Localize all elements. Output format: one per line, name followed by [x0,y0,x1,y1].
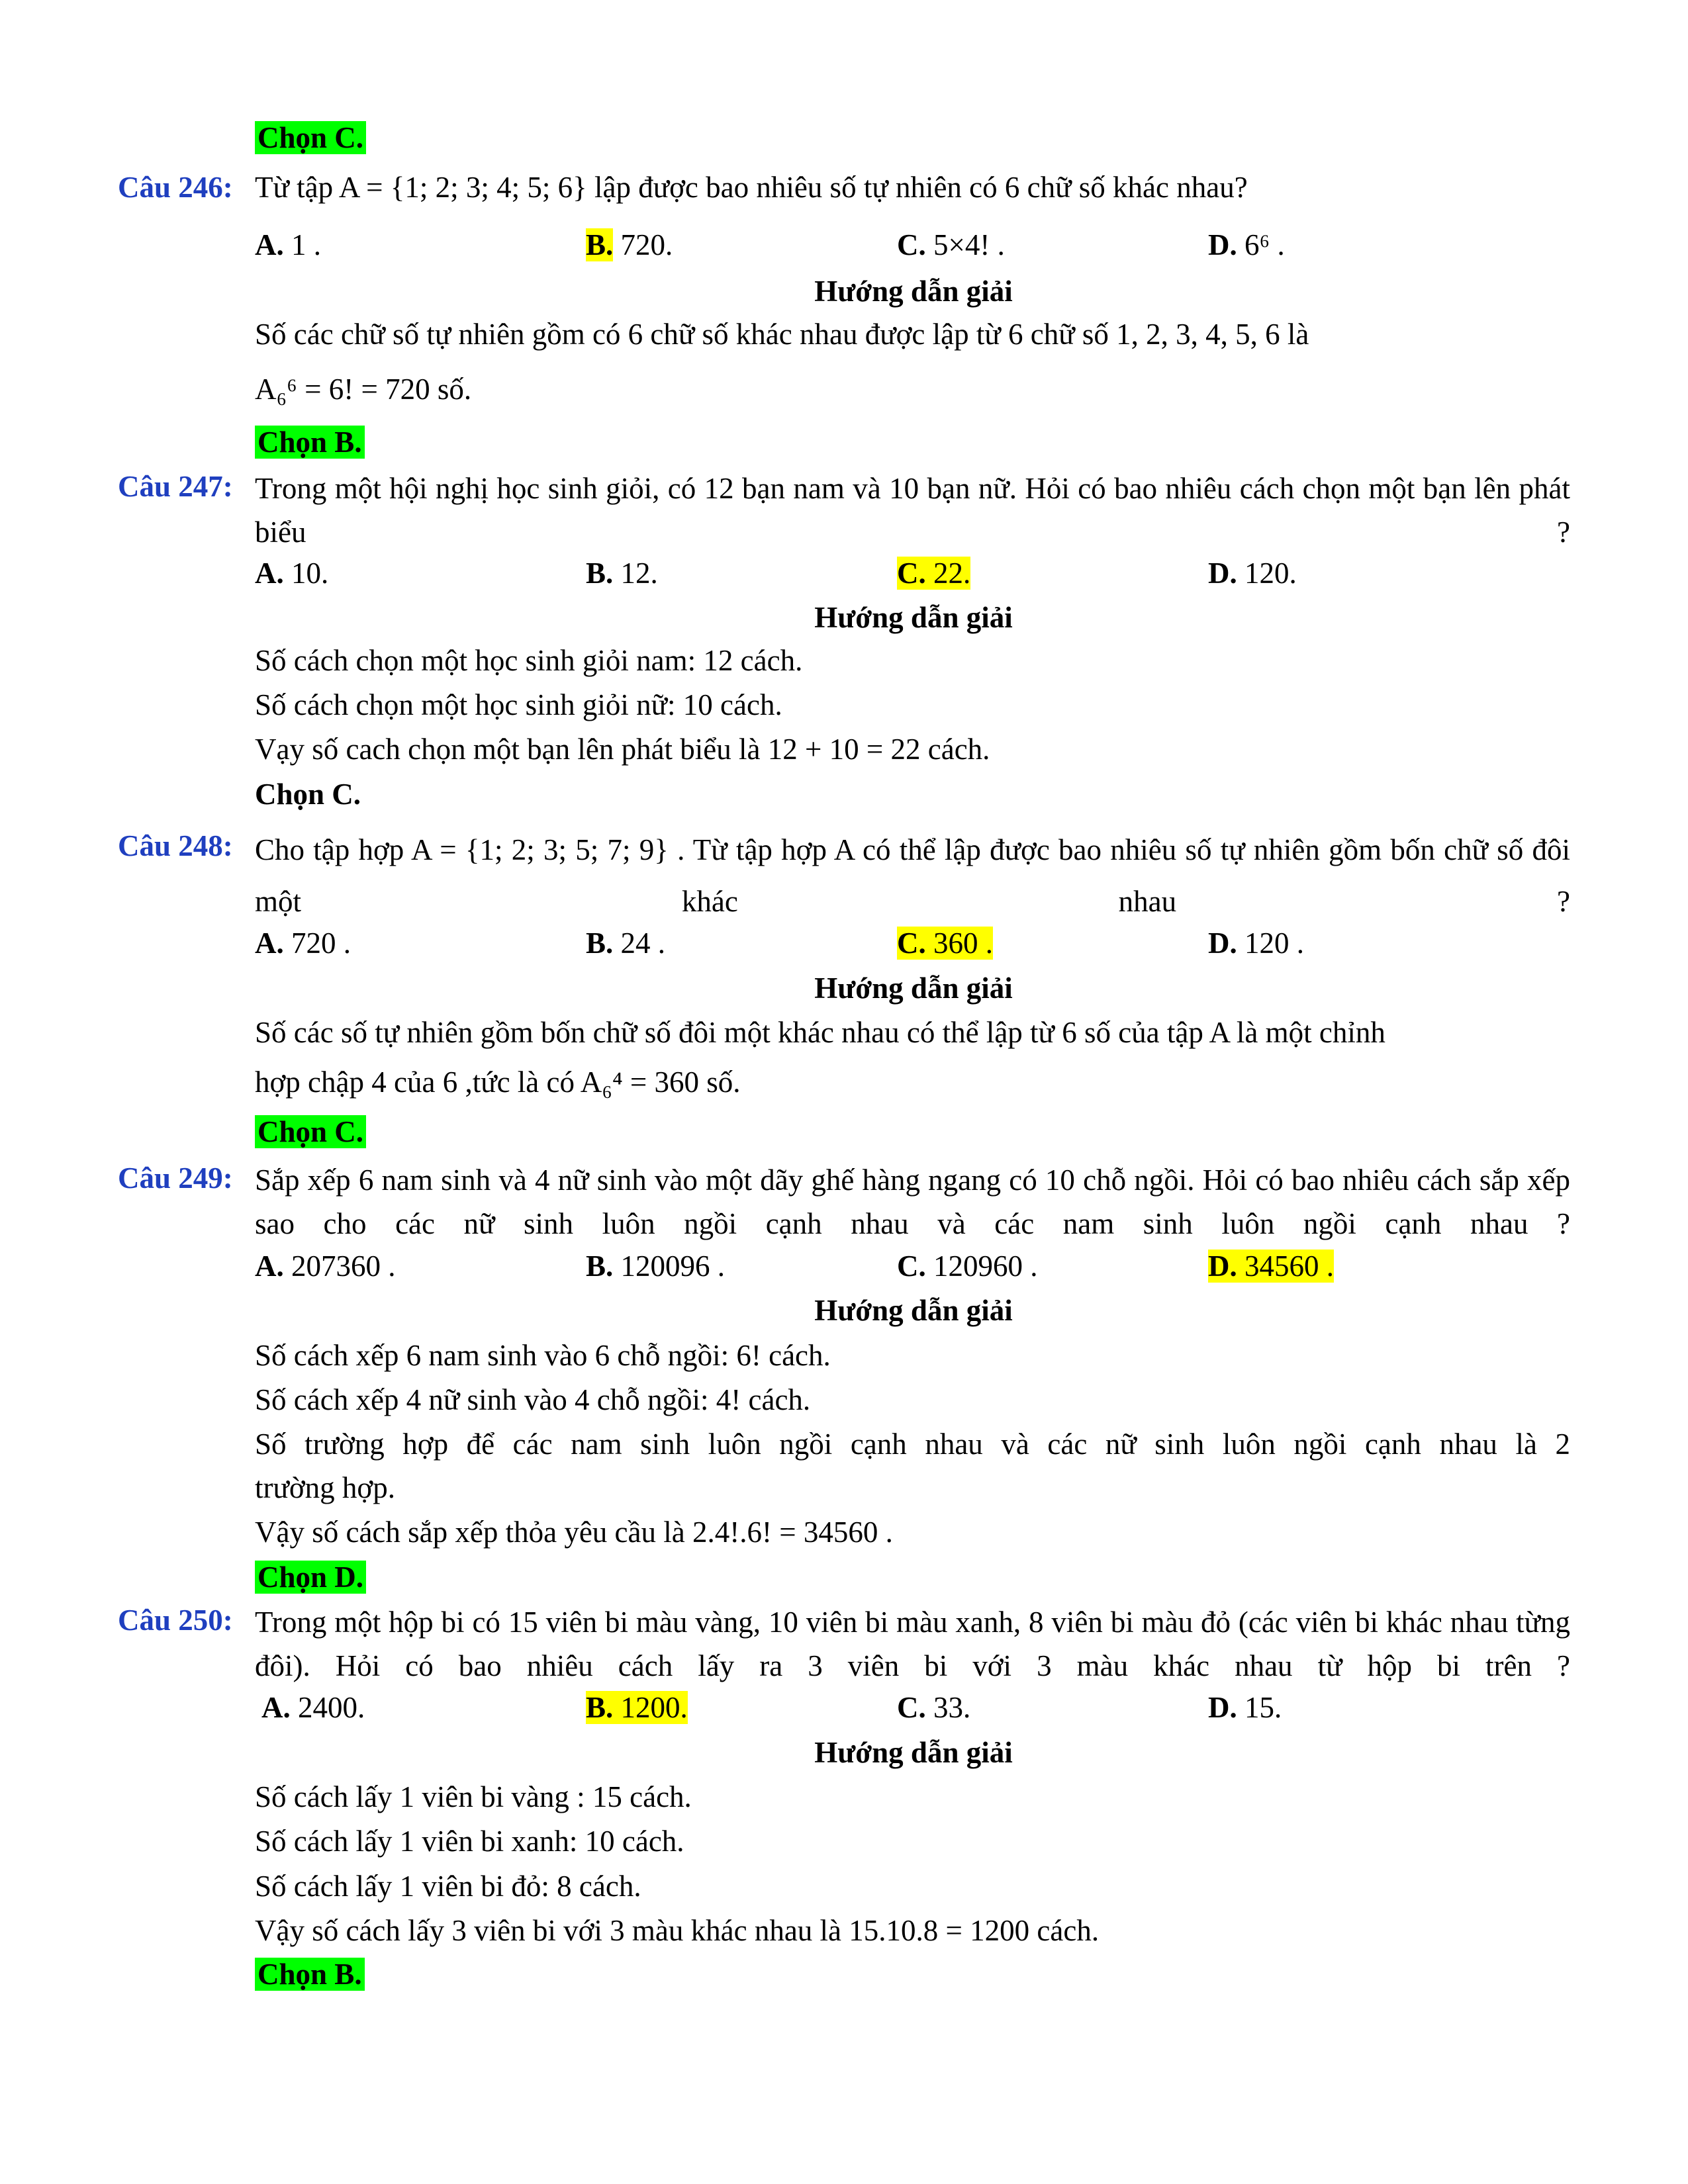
option-d: D. 15. [1208,1691,1282,1724]
answer: Chọn B. [255,422,365,462]
solution-line: Số trường hợp để các nam sinh luôn ngồi cạnh nhau và các nữ sinh luôn ngồi cạnh nhau là 2 [255,1428,1570,1461]
solution-heading: Hướng dẫn giải [814,972,1013,1005]
question-number: Câu 248: [118,829,233,862]
question-number: Câu 249: [118,1161,233,1195]
option-c: C. 22. [897,557,971,590]
option-b: B. 12. [586,557,658,590]
option-a: A. 1 . [255,228,321,261]
option-d: D. 120. [1208,557,1297,590]
option-c: C. 120960 . [897,1250,1038,1283]
solution-line: Số cách chọn một học sinh giỏi nữ: 10 cách. [255,688,782,721]
question-number: Câu 247: [118,470,233,503]
answer: Chọn C. [255,778,361,811]
question-number: Câu 250: [118,1604,233,1637]
option-b: B. 1200. [586,1691,688,1724]
solution-line: trường hợp. [255,1471,395,1504]
option-a: A. 207360 . [255,1250,396,1283]
solution-heading: Hướng dẫn giải [814,275,1013,308]
answer: Chọn B. [255,1954,365,1994]
solution-line: Số cách lấy 1 viên bi đỏ: 8 cách. [255,1870,641,1903]
solution-line: Số các số tự nhiên gồm bốn chữ số đôi một khác nhau có thể lập từ 6 số của tập A là một chỉnh [255,1016,1385,1049]
answer: Chọn C. [255,1112,366,1152]
option-c: C. 360 . [897,927,993,960]
solution-heading: Hướng dẫn giải [814,601,1013,634]
option-a: A. 720 . [255,927,351,960]
option-d: D. 6⁶ . [1208,228,1285,261]
option-a: A. 10. [255,557,329,590]
solution-line: Số cách chọn một học sinh giỏi nam: 12 cách. [255,644,803,677]
question-number: Câu 246: [118,171,233,204]
option-b: B. 24 . [586,927,666,960]
solution-line: Số cách lấy 1 viên bi xanh: 10 cách. [255,1825,684,1858]
solution-heading: Hướng dẫn giải [814,1736,1013,1769]
option-d: D. 120 . [1208,927,1304,960]
solution-line: Số các chữ số tự nhiên gồm có 6 chữ số khác nhau được lập từ 6 chữ số 1, 2, 3, 4, 5, 6 là [255,318,1309,351]
solution-line: hợp chập 4 của 6 ,tức là có A₆⁴ = 360 số. [255,1066,741,1099]
question-text: Cho tập hợp A = {1; 2; 3; 5; 7; 9} . Từ tập hợp A có thể lập được bao nhiêu số tự nhiên gồm bốn chữ số đôi một khác nhau ? [255,833,1570,918]
question-text: Sắp xếp 6 nam sinh và 4 nữ sinh vào một dãy ghế hàng ngang có 10 chỗ ngồi. Hỏi có bao nhiêu cách sắp xếp sao cho các nữ sinh luôn ngồi cạnh nhau và các nam sinh luôn ngồi cạnh nhau ? [255,1163,1570,1240]
solution-line: Số cách xếp 4 nữ sinh vào 4 chỗ ngồi: 4! cách. [255,1383,811,1416]
solution-heading: Hướng dẫn giải [814,1294,1013,1327]
solution-line: A₆⁶ = 6! = 720 số. [255,373,472,406]
option-a: A. 2400. [261,1691,365,1724]
option-b: B. 720. [586,228,673,261]
prev-answer: Chọn C. [255,118,366,158]
option-d: D. 34560 . [1208,1250,1334,1283]
option-b: B. 120096 . [586,1250,726,1283]
solution-line: Số cách xếp 6 nam sinh vào 6 chỗ ngồi: 6! cách. [255,1339,831,1372]
answer: Chọn D. [255,1557,366,1597]
question-text: Trong một hội nghị học sinh giỏi, có 12 bạn nam và 10 bạn nữ. Hỏi có bao nhiêu cách chọn một bạn lên phát biểu ? [255,472,1570,549]
solution-line: Số cách lấy 1 viên bi vàng : 15 cách. [255,1780,692,1813]
solution-line: Vậy số cách lấy 3 viên bi với 3 màu khác nhau là 15.10.8 = 1200 cách. [255,1914,1100,1947]
question-text: Trong một hộp bi có 15 viên bi màu vàng, 10 viên bi màu xanh, 8 viên bi màu đỏ (các viên bi khác nhau từng đôi). Hỏi có bao nhiêu cách lấy ra 3 viên bi với 3 màu khác nhau từ hộp bi trên ? [255,1606,1570,1682]
option-c: C. 5×4! . [897,228,1005,261]
solution-line: Vậy số cách sắp xếp thỏa yêu cầu là 2.4!.6! = 34560 . [255,1516,893,1549]
option-c: C. 33. [897,1691,971,1724]
question-text: Từ tập A = {1; 2; 3; 4; 5; 6} lập được bao nhiêu số tự nhiên có 6 chữ số khác nhau? [255,171,1248,204]
solution-line: Vạy số cach chọn một bạn lên phát biểu là 12 + 10 = 22 cách. [255,733,990,766]
